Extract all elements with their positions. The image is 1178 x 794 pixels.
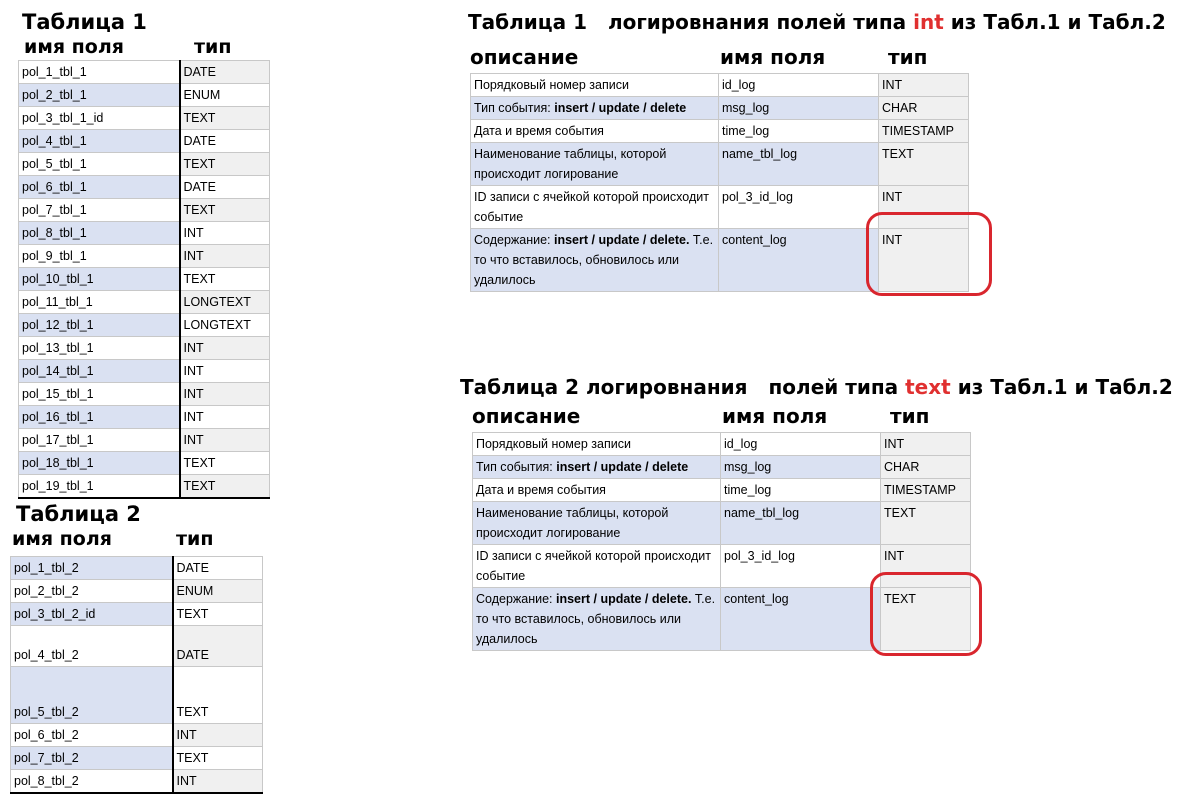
table-row bbox=[19, 314, 270, 337]
field-type-cell: TEXT bbox=[180, 107, 270, 130]
field-type-cell: INT bbox=[180, 337, 270, 360]
table-row bbox=[11, 747, 263, 770]
field-type-cell: TEXT bbox=[879, 143, 969, 186]
field-type-cell: TEXT bbox=[180, 153, 270, 176]
field-name-cell: pol_10_tbl_1 bbox=[19, 268, 180, 291]
table-row bbox=[19, 268, 270, 291]
field-name-cell: pol_3_tbl_2_id bbox=[11, 603, 173, 626]
field-name-cell: pol_4_tbl_2 bbox=[11, 626, 173, 667]
description-cell: ID записи с ячейкой которой происходит событие bbox=[471, 186, 719, 229]
table-row bbox=[471, 97, 969, 120]
field-type-cell: CHAR bbox=[881, 456, 971, 479]
table-row bbox=[19, 291, 270, 314]
field-name-cell: pol_4_tbl_1 bbox=[19, 130, 180, 153]
table-row bbox=[473, 502, 971, 545]
log2-title bbox=[460, 377, 1173, 397]
field-name-cell: msg_log bbox=[719, 97, 879, 120]
field-type-cell: INT bbox=[180, 429, 270, 452]
field-name-cell: pol_2_tbl_2 bbox=[11, 580, 173, 603]
table-row bbox=[19, 84, 270, 107]
description-cell: ID записи с ячейкой которой происходит событие bbox=[473, 545, 721, 588]
table-row bbox=[11, 667, 263, 724]
field-name-cell: pol_16_tbl_1 bbox=[19, 406, 180, 429]
log1-title bbox=[468, 12, 1166, 32]
table2 bbox=[10, 556, 263, 794]
description-cell: Дата и время события bbox=[473, 479, 721, 502]
table2-col-type-header: тип bbox=[176, 528, 214, 550]
table-row bbox=[19, 360, 270, 383]
field-type-cell: ENUM bbox=[173, 580, 263, 603]
field-name-cell: pol_15_tbl_1 bbox=[19, 383, 180, 406]
log1-col-desc-header: описание bbox=[470, 45, 579, 69]
table1-col-name-header: имя поля bbox=[24, 36, 124, 58]
table-row bbox=[471, 120, 969, 143]
table-row bbox=[11, 770, 263, 794]
field-name-cell: name_tbl_log bbox=[719, 143, 879, 186]
table-row bbox=[19, 153, 270, 176]
field-type-cell: TEXT bbox=[173, 747, 263, 770]
table-row bbox=[473, 433, 971, 456]
log1-title-prefix: Таблица bbox=[468, 10, 567, 34]
field-type-cell: TEXT bbox=[180, 199, 270, 222]
log2-type-highlight-circle bbox=[870, 572, 982, 656]
field-type-cell: TIMESTAMP bbox=[879, 120, 969, 143]
log2-col-desc-header: описание bbox=[472, 404, 581, 428]
description-cell: Тип события: insert / update / delete bbox=[471, 97, 719, 120]
table-row bbox=[11, 580, 263, 603]
table-row bbox=[19, 383, 270, 406]
description-cell: Содержание: insert / update / delete. Т.е. то что вставилось, обновилось или удалилось bbox=[473, 588, 721, 651]
field-type-cell: ENUM bbox=[180, 84, 270, 107]
field-type-cell: DATE bbox=[180, 176, 270, 199]
field-type-cell: TEXT bbox=[881, 588, 971, 651]
log1-col-name-header: имя поля bbox=[720, 45, 826, 69]
log2-col-name-header: имя поля bbox=[722, 404, 828, 428]
table-row bbox=[11, 557, 263, 580]
field-type-cell: DATE bbox=[180, 61, 270, 84]
field-name-cell: pol_11_tbl_1 bbox=[19, 291, 180, 314]
field-name-cell: pol_5_tbl_1 bbox=[19, 153, 180, 176]
field-name-cell: content_log bbox=[719, 229, 879, 292]
log2-title-suffix: из Табл.1 и Табл.2 bbox=[957, 375, 1173, 399]
table2-col-name-header: имя поля bbox=[12, 528, 112, 550]
description-cell: Наименование таблицы, которой происходит логирование bbox=[471, 143, 719, 186]
table-row bbox=[19, 107, 270, 130]
field-name-cell: pol_8_tbl_1 bbox=[19, 222, 180, 245]
table-row bbox=[19, 222, 270, 245]
field-name-cell: pol_1_tbl_2 bbox=[11, 557, 173, 580]
field-type-cell: LONGTEXT bbox=[180, 314, 270, 337]
field-type-cell: CHAR bbox=[879, 97, 969, 120]
field-type-cell: INT bbox=[879, 229, 969, 292]
log2-title-number: 2 bbox=[565, 375, 579, 399]
field-type-cell: INT bbox=[173, 770, 263, 794]
field-name-cell: time_log bbox=[719, 120, 879, 143]
log1-title-suffix: из Табл.1 и Табл.2 bbox=[950, 10, 1166, 34]
log2-col-type-header: тип bbox=[890, 404, 930, 428]
field-name-cell: pol_13_tbl_1 bbox=[19, 337, 180, 360]
field-name-cell: pol_3_id_log bbox=[719, 186, 879, 229]
field-type-cell: INT bbox=[881, 433, 971, 456]
field-name-cell: pol_12_tbl_1 bbox=[19, 314, 180, 337]
field-name-cell: pol_2_tbl_1 bbox=[19, 84, 180, 107]
field-type-cell: INT bbox=[180, 383, 270, 406]
field-name-cell: time_log bbox=[721, 479, 881, 502]
table-row bbox=[471, 74, 969, 97]
table2-title: Таблица 2 bbox=[16, 502, 141, 526]
log2-title-middle: логировнания bbox=[585, 375, 748, 399]
table-row bbox=[11, 626, 263, 667]
field-type-cell: TEXT bbox=[180, 452, 270, 475]
log1-title-type: int bbox=[913, 10, 944, 34]
field-type-cell: LONGTEXT bbox=[180, 291, 270, 314]
description-cell: Тип события: insert / update / delete bbox=[473, 456, 721, 479]
table-row bbox=[19, 429, 270, 452]
field-name-cell: pol_6_tbl_2 bbox=[11, 724, 173, 747]
field-type-cell: DATE bbox=[173, 557, 263, 580]
field-name-cell: pol_7_tbl_1 bbox=[19, 199, 180, 222]
field-type-cell: TEXT bbox=[180, 268, 270, 291]
field-name-cell: pol_5_tbl_2 bbox=[11, 667, 173, 724]
field-name-cell: pol_14_tbl_1 bbox=[19, 360, 180, 383]
description-cell: Порядковый номер записи bbox=[473, 433, 721, 456]
table-row bbox=[19, 475, 270, 499]
log1-type-highlight-circle bbox=[866, 212, 992, 296]
log1-title-number: 1 bbox=[573, 10, 587, 34]
field-type-cell: TEXT bbox=[881, 502, 971, 545]
table-row bbox=[19, 199, 270, 222]
table-row bbox=[19, 176, 270, 199]
description-cell: Наименование таблицы, которой происходит логирование bbox=[473, 502, 721, 545]
field-type-cell: INT bbox=[180, 360, 270, 383]
field-name-cell: pol_9_tbl_1 bbox=[19, 245, 180, 268]
field-name-cell: pol_8_tbl_2 bbox=[11, 770, 173, 794]
table-row bbox=[473, 456, 971, 479]
table-row bbox=[471, 143, 969, 186]
table1-col-type-header: тип bbox=[194, 36, 232, 58]
field-name-cell: pol_7_tbl_2 bbox=[11, 747, 173, 770]
field-type-cell: TEXT bbox=[173, 667, 263, 724]
field-type-cell: INT bbox=[180, 406, 270, 429]
table1-title: Таблица 1 bbox=[22, 10, 147, 34]
field-name-cell: id_log bbox=[721, 433, 881, 456]
field-type-cell: DATE bbox=[180, 130, 270, 153]
table1 bbox=[18, 60, 270, 499]
field-name-cell: pol_18_tbl_1 bbox=[19, 452, 180, 475]
table-row bbox=[473, 479, 971, 502]
field-type-cell: INT bbox=[879, 186, 969, 229]
field-name-cell: pol_1_tbl_1 bbox=[19, 61, 180, 84]
field-name-cell: content_log bbox=[721, 588, 881, 651]
table-row bbox=[19, 245, 270, 268]
field-name-cell: pol_17_tbl_1 bbox=[19, 429, 180, 452]
log1-col-type-header: тип bbox=[888, 45, 928, 69]
field-name-cell: pol_3_id_log bbox=[721, 545, 881, 588]
description-cell: Содержание: insert / update / delete. Т.е. то что вставилось, обновилось или удалилось bbox=[471, 229, 719, 292]
field-type-cell: INT bbox=[881, 545, 971, 588]
field-name-cell: msg_log bbox=[721, 456, 881, 479]
field-type-cell: TEXT bbox=[173, 603, 263, 626]
table-row bbox=[11, 603, 263, 626]
field-type-cell: INT bbox=[180, 245, 270, 268]
table-row bbox=[19, 337, 270, 360]
table-row bbox=[19, 61, 270, 84]
field-name-cell: name_tbl_log bbox=[721, 502, 881, 545]
field-type-cell: TIMESTAMP bbox=[881, 479, 971, 502]
log2-title-prefix: Таблица bbox=[460, 375, 559, 399]
field-type-cell: INT bbox=[180, 222, 270, 245]
description-cell: Порядковый номер записи bbox=[471, 74, 719, 97]
field-name-cell: pol_19_tbl_1 bbox=[19, 475, 180, 499]
field-name-cell: pol_3_tbl_1_id bbox=[19, 107, 180, 130]
table-row bbox=[19, 406, 270, 429]
field-name-cell: pol_6_tbl_1 bbox=[19, 176, 180, 199]
description-cell: Дата и время события bbox=[471, 120, 719, 143]
log2-title-middle2: полей типа bbox=[768, 375, 899, 399]
field-type-cell: INT bbox=[879, 74, 969, 97]
field-type-cell: DATE bbox=[173, 626, 263, 667]
field-name-cell: id_log bbox=[719, 74, 879, 97]
log2-title-type: text bbox=[905, 375, 951, 399]
field-type-cell: INT bbox=[173, 724, 263, 747]
table-row bbox=[11, 724, 263, 747]
log1-title-middle: логировнания полей типа bbox=[607, 10, 907, 34]
table-row bbox=[19, 452, 270, 475]
table-row bbox=[19, 130, 270, 153]
field-type-cell: TEXT bbox=[180, 475, 270, 499]
